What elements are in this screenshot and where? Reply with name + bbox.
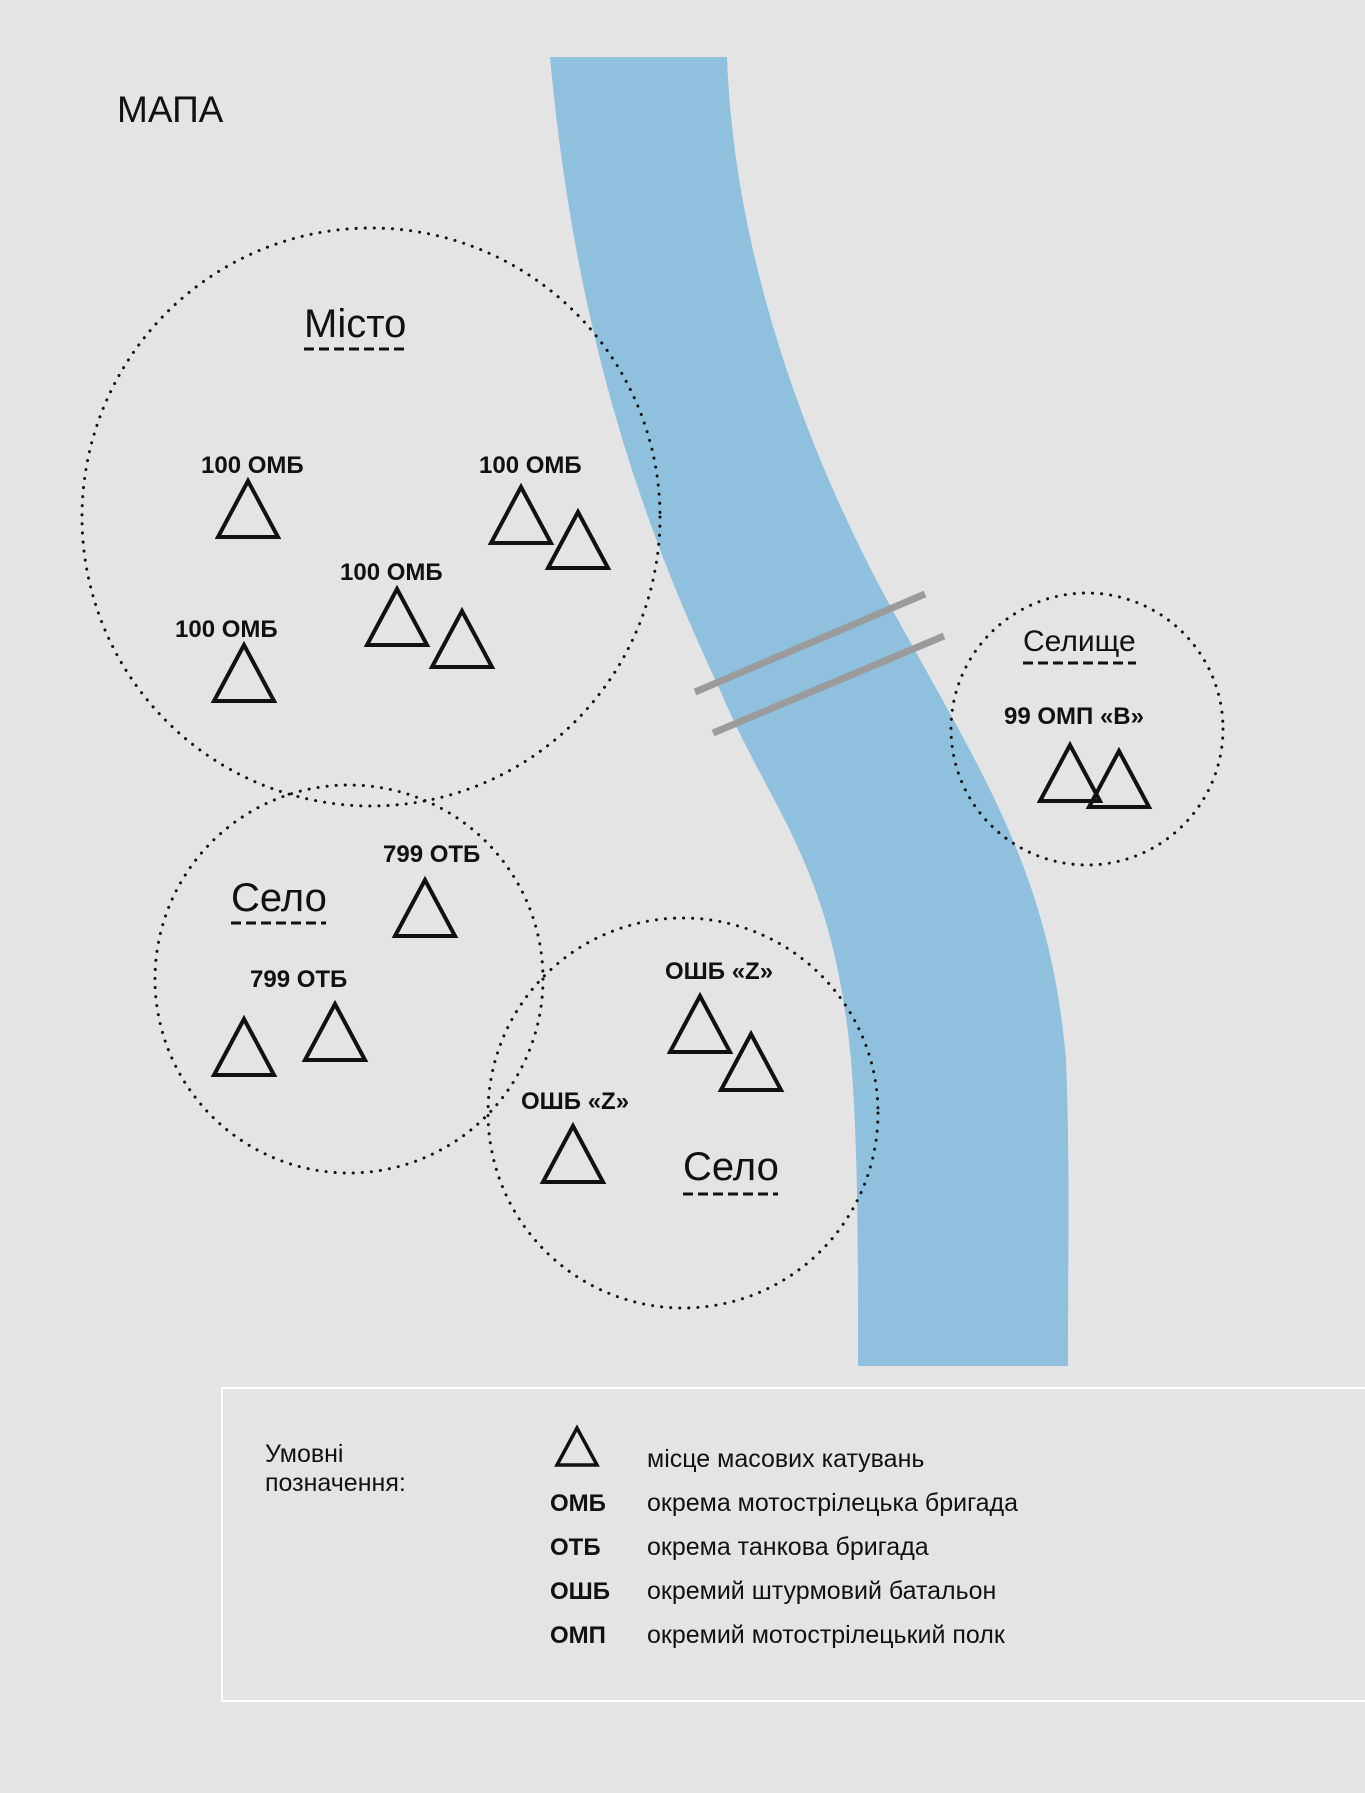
area-name-selyshche: Селище xyxy=(1023,625,1136,658)
torture-site-triangle-icon xyxy=(721,1034,781,1090)
torture-site-triangle-icon xyxy=(548,512,608,568)
legend-marker-description: місце масових катувань xyxy=(647,1445,925,1473)
legend-abbr: ОМП xyxy=(550,1622,606,1649)
torture-site-triangle-icon xyxy=(214,645,274,701)
legend-description: окрема танкова бригада xyxy=(647,1533,929,1561)
legend-abbr: ОМБ xyxy=(550,1490,606,1517)
unit-label: 100 ОМБ xyxy=(340,559,443,586)
legend-description: окремий мотострілецький полк xyxy=(647,1621,1005,1649)
legend-title-line2: позначення: xyxy=(265,1469,406,1497)
torture-site-triangle-icon xyxy=(491,487,551,543)
legend-title-line1: Умовні xyxy=(265,1440,344,1468)
torture-site-triangle-icon xyxy=(214,1019,274,1075)
legend-description: окрема мотострілецька бригада xyxy=(647,1489,1019,1517)
area-name-selo-south: Село xyxy=(683,1145,779,1189)
torture-site-triangle-icon xyxy=(432,611,492,667)
legend-triangle-icon xyxy=(557,1428,597,1465)
torture-site-triangle-icon xyxy=(395,880,455,936)
torture-site-triangle-icon xyxy=(218,481,278,537)
torture-site-triangle-icon xyxy=(1040,745,1100,801)
unit-label: ОШБ «Z» xyxy=(665,958,774,985)
unit-label: 99 ОМП «В» xyxy=(1004,703,1144,730)
unit-label: 799 ОТБ xyxy=(250,966,348,993)
torture-site-triangle-icon xyxy=(543,1126,603,1182)
legend-description: окремий штурмовий батальон xyxy=(647,1577,997,1605)
torture-site-triangle-icon xyxy=(305,1004,365,1060)
zone-selo-west xyxy=(155,785,543,1173)
unit-label: 100 ОМБ xyxy=(479,452,582,479)
area-name-misto: Місто xyxy=(304,302,407,346)
torture-site-triangle-icon xyxy=(367,589,427,645)
torture-site-triangle-icon xyxy=(670,996,730,1052)
legend-abbr: ОТБ xyxy=(550,1534,601,1561)
legend-abbr: ОШБ xyxy=(550,1578,611,1605)
unit-label: 100 ОМБ xyxy=(201,452,304,479)
area-name-selo-west: Село xyxy=(231,876,327,920)
river xyxy=(550,57,1069,1366)
unit-label: 100 ОМБ xyxy=(175,616,278,643)
page-title: МАПА xyxy=(117,89,224,130)
legend xyxy=(222,1388,1365,1701)
unit-label: ОШБ «Z» xyxy=(521,1088,630,1115)
unit-label: 799 ОТБ xyxy=(383,841,481,868)
